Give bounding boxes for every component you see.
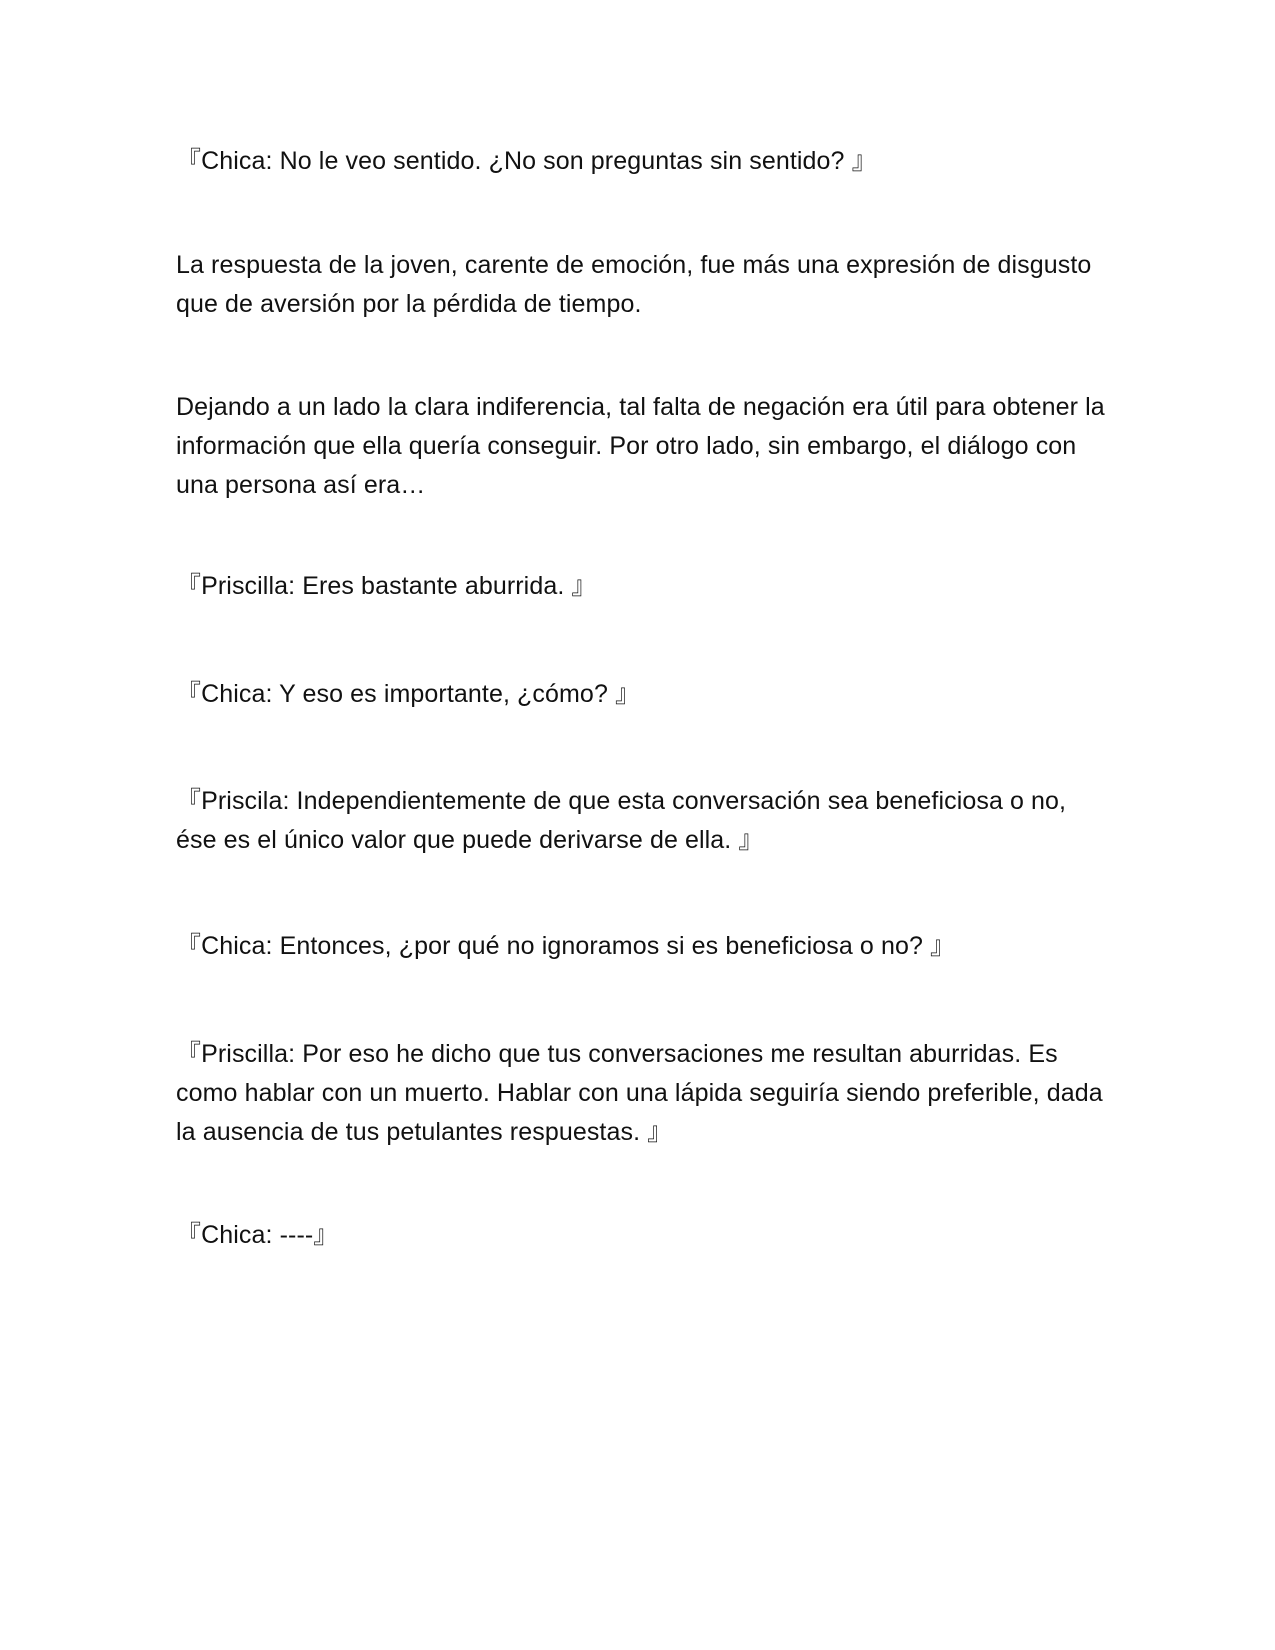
dialogue-line: 『Priscilla: Por eso he dicho que tus conversaciones me resultan aburridas. Es como hablar con un muerto. Hablar con una lápida seguiría siendo preferible, dada la ausencia de tus petulantes respuestas. 』	[176, 1040, 1110, 1146]
narration-paragraph: Dejando a un lado la clara indiferencia, tal falta de negación era útil para obtener la información que ella quería conseguir. Por otro lado, sin embargo, el diálogo con una persona así era…	[176, 393, 1112, 499]
dialogue-line: 『Chica: Entonces, ¿por qué no ignoramos si es beneficiosa o no? 』	[176, 932, 956, 960]
dialogue-line: 『Priscila: Independientemente de que esta conversación sea beneficiosa o no, ése es el único valor que puede derivarse de ella. 』	[176, 787, 1074, 854]
narration-paragraph: La respuesta de la joven, carente de emoción, fue más una expresión de disgusto que de aversión por la pérdida de tiempo.	[176, 251, 1099, 318]
dialogue-line: 『Chica: Y eso es importante, ¿cómo? 』	[176, 680, 641, 708]
dialogue-line: 『Chica: No le veo sentido. ¿No son preguntas sin sentido? 』	[176, 147, 877, 175]
dialogue-line: 『Chica: ----』	[176, 1221, 339, 1249]
dialogue-line: 『Priscilla: Eres bastante aburrida. 』	[176, 572, 597, 600]
